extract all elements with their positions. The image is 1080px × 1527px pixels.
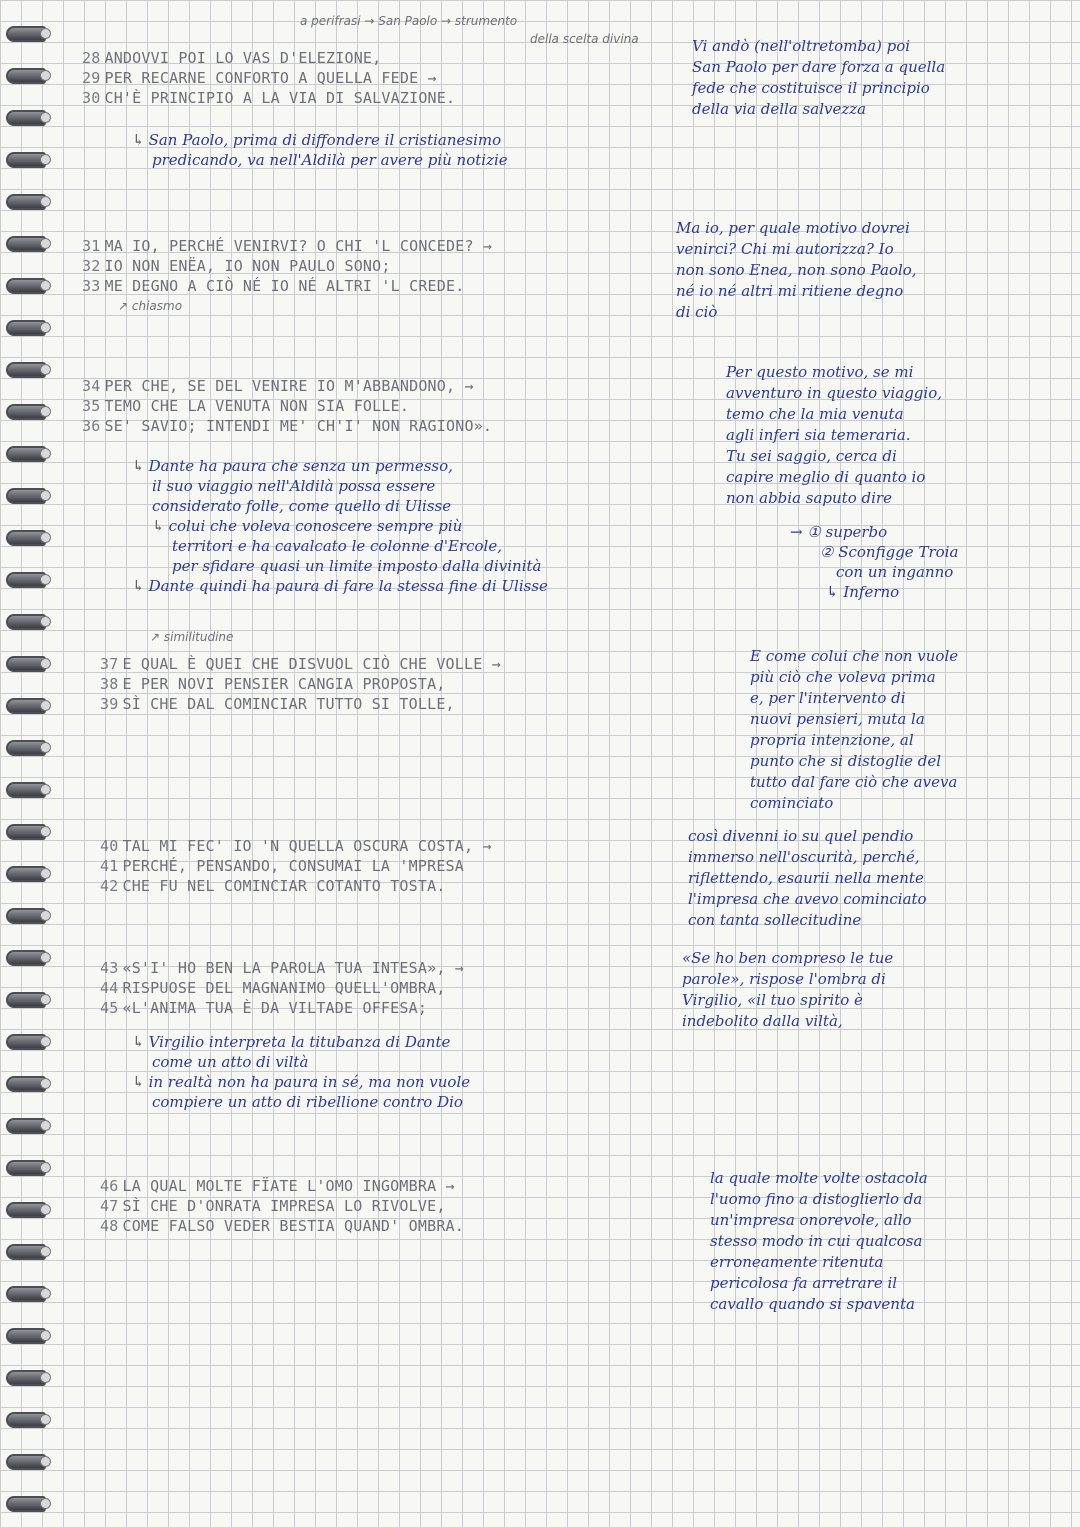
- translation-43-45: [682, 948, 893, 1032]
- verses-34-36: [82, 376, 492, 436]
- punch-hole: [40, 1498, 51, 1509]
- comment-line: [132, 130, 508, 150]
- verse-line: [100, 674, 501, 694]
- comment-line: [132, 456, 548, 476]
- comment-line: [132, 516, 548, 536]
- verse-number: 29: [82, 69, 101, 87]
- arrow-icon: ↳: [132, 457, 145, 475]
- punch-hole: [40, 1372, 51, 1383]
- verse-number: 47: [100, 1197, 119, 1215]
- comment-28-30: [132, 130, 508, 170]
- punch-hole: [40, 490, 51, 501]
- translation-line: più ciò che voleva prima: [750, 668, 936, 686]
- verse-number: 28: [82, 49, 101, 67]
- arrow-icon: ↳: [132, 131, 145, 149]
- ulisse-line: → ① superbo: [790, 523, 888, 541]
- verse-text: ANDOVVI POI LO VAS D'ELEZIONE,: [104, 49, 382, 67]
- verse-text: MA IO, PERCHÉ VENIRVI? O CHI 'L CONCEDE? →: [104, 237, 493, 255]
- verses-40-42: [100, 836, 492, 896]
- punch-hole: [40, 1204, 51, 1215]
- translation-line: la quale molte volte ostacola: [710, 1169, 928, 1187]
- translation-line: Vi andò (nell'oltretomba) poi: [692, 37, 911, 55]
- punch-hole: [40, 1330, 51, 1341]
- top-annotation-line-2: della scelta divina: [530, 32, 639, 46]
- punch-hole: [40, 238, 51, 249]
- verse-number: 44: [100, 979, 119, 997]
- verse-number: 35: [82, 397, 101, 415]
- translation-line: punto che si distoglie del: [750, 752, 941, 770]
- translation-line: San Paolo per dare forza a quella: [692, 58, 946, 76]
- translation-line: Tu sei saggio, cerca di: [726, 447, 897, 465]
- translation-line: erroneamente ritenuta: [710, 1253, 884, 1271]
- verse-line: [100, 998, 464, 1018]
- punch-hole: [40, 322, 51, 333]
- comment-line: [132, 1032, 470, 1052]
- arrow-icon: ↳: [132, 577, 145, 595]
- punch-hole: [40, 112, 51, 123]
- verse-text: SÌ CHE DAL COMINCIAR TUTTO SI TOLLE,: [122, 695, 455, 713]
- verse-line: [100, 958, 464, 978]
- verses-28-30: [82, 48, 455, 108]
- verse-text: PERCHÉ, PENSANDO, CONSUMAI LA 'MPRESA: [122, 857, 465, 875]
- verse-number: 39: [100, 695, 119, 713]
- comment-line: territori e ha cavalcato le colonne d'Ercole,: [172, 537, 502, 555]
- verse-text: RISPUOSE DEL MAGNANIMO QUELL'OMBRA,: [122, 979, 446, 997]
- verse-line: [82, 48, 455, 68]
- punch-hole: [40, 448, 51, 459]
- translation-line: temo che la mia venuta: [726, 405, 904, 423]
- translation-line: pericolosa fa arretrare il: [710, 1274, 898, 1292]
- comment-line: predicando, va nell'Aldilà per avere più notizie: [152, 151, 508, 169]
- verse-number: 40: [100, 837, 119, 855]
- verse-line: [82, 256, 492, 276]
- translation-40-42: [688, 826, 927, 931]
- arrow-icon: ↳: [132, 1073, 145, 1091]
- verse-line: [82, 68, 455, 88]
- comment-line: il suo viaggio nell'Aldilà possa essere: [152, 477, 436, 495]
- figure-tag-similitudine: ↗ similitudine: [150, 630, 234, 644]
- punch-hole: [40, 1120, 51, 1131]
- verse-line: [82, 276, 492, 296]
- verses-46-48: [100, 1176, 464, 1236]
- translation-line: riflettendo, esaurii nella mente: [688, 869, 924, 887]
- verse-number: 41: [100, 857, 119, 875]
- ulisse-notes: [790, 522, 958, 602]
- punch-hole: [40, 154, 51, 165]
- punch-hole: [40, 28, 51, 39]
- ulisse-line: con un inganno: [836, 563, 954, 581]
- translation-46-48: [710, 1168, 928, 1315]
- verse-number: 48: [100, 1217, 119, 1235]
- translation-line: cominciato: [750, 794, 834, 812]
- verse-line: [100, 876, 492, 896]
- translation-line: avventuro in questo viaggio,: [726, 384, 942, 402]
- translation-line: venirci? Chi mi autorizza? Io: [676, 240, 894, 258]
- punch-hole: [40, 616, 51, 627]
- comment-34-36: [132, 456, 548, 596]
- translation-line: fede che costituisce il principio: [692, 79, 930, 97]
- verse-number: 38: [100, 675, 119, 693]
- verse-line: [100, 654, 501, 674]
- comment-line: compiere un atto di ribellione contro Dio: [152, 1093, 463, 1111]
- translation-line: stesso modo in cui qualcosa: [710, 1232, 923, 1250]
- punch-hole: [40, 994, 51, 1005]
- notebook-page: [60, 0, 1080, 1527]
- verse-line: [100, 856, 492, 876]
- verse-line: [100, 1176, 464, 1196]
- punch-hole: [40, 1414, 51, 1425]
- punch-hole: [40, 1456, 51, 1467]
- punch-hole: [40, 70, 51, 81]
- comment-text: San Paolo, prima di diffondere il cristianesimo: [148, 131, 502, 149]
- translation-line: l'impresa che avevo cominciato: [688, 890, 927, 908]
- verse-text: TEMO CHE LA VENUTA NON SIA FOLLE.: [104, 397, 410, 415]
- verse-text: TAL MI FEC' IO 'N QUELLA OSCURA COSTA, →: [122, 837, 492, 855]
- verse-number: 37: [100, 655, 119, 673]
- punch-hole: [40, 784, 51, 795]
- punch-hole: [40, 532, 51, 543]
- verse-text: PER CHE, SE DEL VENIRE IO M'ABBANDONO, →: [104, 377, 474, 395]
- verse-line: [82, 396, 492, 416]
- translation-line: immerso nell'oscurità, perché,: [688, 848, 920, 866]
- comment-line: [132, 1072, 470, 1092]
- punch-hole: [40, 1162, 51, 1173]
- punch-hole: [40, 868, 51, 879]
- translation-line: non sono Enea, non sono Paolo,: [676, 261, 917, 279]
- punch-hole: [40, 742, 51, 753]
- translation-line: così divenni io su quel pendio: [688, 827, 914, 845]
- verse-text: ME DEGNO A CIÒ NÉ IO NÉ ALTRI 'L CREDE.: [104, 277, 465, 295]
- verses-43-45: [100, 958, 464, 1018]
- punch-hole: [40, 1288, 51, 1299]
- comment-text: Dante quindi ha paura di fare la stessa fine di Ulisse: [148, 577, 548, 595]
- punch-hole: [40, 574, 51, 585]
- punch-hole: [40, 364, 51, 375]
- verse-number: 36: [82, 417, 101, 435]
- comment-line: considerato folle, come quello di Ulisse: [152, 497, 452, 515]
- verse-text: «S'I' HO BEN LA PAROLA TUA INTESA», →: [122, 959, 465, 977]
- punch-hole: [40, 826, 51, 837]
- verse-number: 30: [82, 89, 101, 107]
- translation-line: e, per l'intervento di: [750, 689, 906, 707]
- verse-line: [100, 694, 501, 714]
- translation-line: l'uomo fino a distoglierlo da: [710, 1190, 923, 1208]
- verse-text: «L'ANIMA TUA È DA VILTADE OFFESA;: [122, 999, 428, 1017]
- arrow-icon: ↳: [152, 517, 165, 535]
- notebook-spiral-binding: [0, 0, 60, 1527]
- verse-text: CH'È PRINCIPIO A LA VIA DI SALVAZIONE.: [104, 89, 456, 107]
- verse-text: LA QUAL MOLTE FÏATE L'OMO INGOMBRA →: [122, 1177, 455, 1195]
- ulisse-line: ② Sconfigge Troia: [820, 543, 959, 561]
- punch-hole: [40, 658, 51, 669]
- verses-37-39: [100, 654, 501, 714]
- punch-hole: [40, 280, 51, 291]
- translation-line: E come colui che non vuole: [750, 647, 959, 665]
- translation-line: nuovi pensieri, muta la: [750, 710, 925, 728]
- verse-text: CHE FU NEL COMINCIAR COTANTO TOSTA.: [122, 877, 446, 895]
- punch-hole: [40, 406, 51, 417]
- punch-hole: [40, 952, 51, 963]
- comment-line: per sfidare quasi un limite imposto dalla divinità: [172, 557, 542, 575]
- verse-text: E PER NOVI PENSIER CANGIA PROPOSTA,: [122, 675, 446, 693]
- comment-text: in realtà non ha paura in sé, ma non vuole: [148, 1073, 471, 1091]
- punch-hole: [40, 1078, 51, 1089]
- verse-line: [100, 978, 464, 998]
- top-annotation-line-1: a perifrasi → San Paolo → strumento: [300, 14, 518, 28]
- verse-number: 31: [82, 237, 101, 255]
- punch-hole: [40, 196, 51, 207]
- translation-line: cavallo quando si spaventa: [710, 1295, 915, 1313]
- verse-line: [100, 1216, 464, 1236]
- verse-line: [82, 376, 492, 396]
- translation-line: di ciò: [676, 303, 718, 321]
- verse-line: [82, 416, 492, 436]
- translation-line: un'impresa onorevole, allo: [710, 1211, 912, 1229]
- translation-line: «Se ho ben compreso le tue: [682, 949, 894, 967]
- translation-line: indebolito dalla viltà,: [682, 1012, 843, 1030]
- verse-line: [82, 88, 455, 108]
- ulisse-line: ↳ Inferno: [826, 583, 900, 601]
- translation-line: propria intenzione, al: [750, 731, 914, 749]
- verse-number: 32: [82, 257, 101, 275]
- translation-line: della via della salvezza: [692, 100, 867, 118]
- verse-text: SÌ CHE D'ONRATA IMPRESA LO RIVOLVE,: [122, 1197, 446, 1215]
- translation-34-36: [726, 362, 942, 509]
- comment-line: [132, 576, 548, 596]
- translation-31-33: [676, 218, 917, 323]
- arrow-icon: ↳: [132, 1033, 145, 1051]
- verse-number: 34: [82, 377, 101, 395]
- translation-line: Ma io, per quale motivo dovrei: [676, 219, 910, 237]
- comment-43-45: [132, 1032, 470, 1112]
- translation-line: con tanta sollecitudine: [688, 911, 862, 929]
- translation-line: tutto dal fare ciò che aveva: [750, 773, 958, 791]
- figure-tag-chiasmo: ↗ chiasmo: [118, 299, 183, 313]
- verse-number: 46: [100, 1177, 119, 1195]
- verses-31-33: [82, 236, 492, 316]
- verse-number: 45: [100, 999, 119, 1017]
- top-annotation-2: [530, 32, 639, 46]
- verse-number: 43: [100, 959, 119, 977]
- verse-text: COME FALSO VEDER BESTIA QUAND' OMBRA.: [122, 1217, 465, 1235]
- translation-line: Virgilio, «il tuo spirito è: [682, 991, 863, 1009]
- translation-line: né io né altri mi ritiene degno: [676, 282, 904, 300]
- punch-hole: [40, 1036, 51, 1047]
- punch-hole: [40, 910, 51, 921]
- verse-text: PER RECARNE CONFORTO A QUELLA FEDE →: [104, 69, 437, 87]
- comment-text: Virgilio interpreta la titubanza di Dante: [148, 1033, 451, 1051]
- translation-line: agli inferi sia temeraria.: [726, 426, 911, 444]
- verse-line: [100, 836, 492, 856]
- comment-text: Dante ha paura che senza un permesso,: [148, 457, 453, 475]
- top-annotation: [300, 14, 517, 28]
- translation-line: parole», rispose l'ombra di: [682, 970, 886, 988]
- translation-28-30: [692, 36, 945, 120]
- translation-line: non abbia saputo dire: [726, 489, 892, 507]
- verse-text: SE' SAVIO; INTENDI ME' CH'I' NON RAGIONO».: [104, 417, 493, 435]
- translation-line: Per questo motivo, se mi: [726, 363, 914, 381]
- translation-37-39: [750, 646, 958, 814]
- comment-line: come un atto di viltà: [152, 1053, 309, 1071]
- verse-number: 42: [100, 877, 119, 895]
- punch-hole: [40, 700, 51, 711]
- verse-text: IO NON ENËA, IO NON PAULO SONO;: [104, 257, 391, 275]
- verse-line: [82, 236, 492, 256]
- comment-text: colui che voleva conoscere sempre più: [168, 517, 463, 535]
- translation-line: capire meglio di quanto io: [726, 468, 926, 486]
- punch-hole: [40, 1246, 51, 1257]
- verse-line: [100, 1196, 464, 1216]
- verse-number: 33: [82, 277, 101, 295]
- verse-text: E QUAL È QUEI CHE DISVUOL CIÒ CHE VOLLE →: [122, 655, 501, 673]
